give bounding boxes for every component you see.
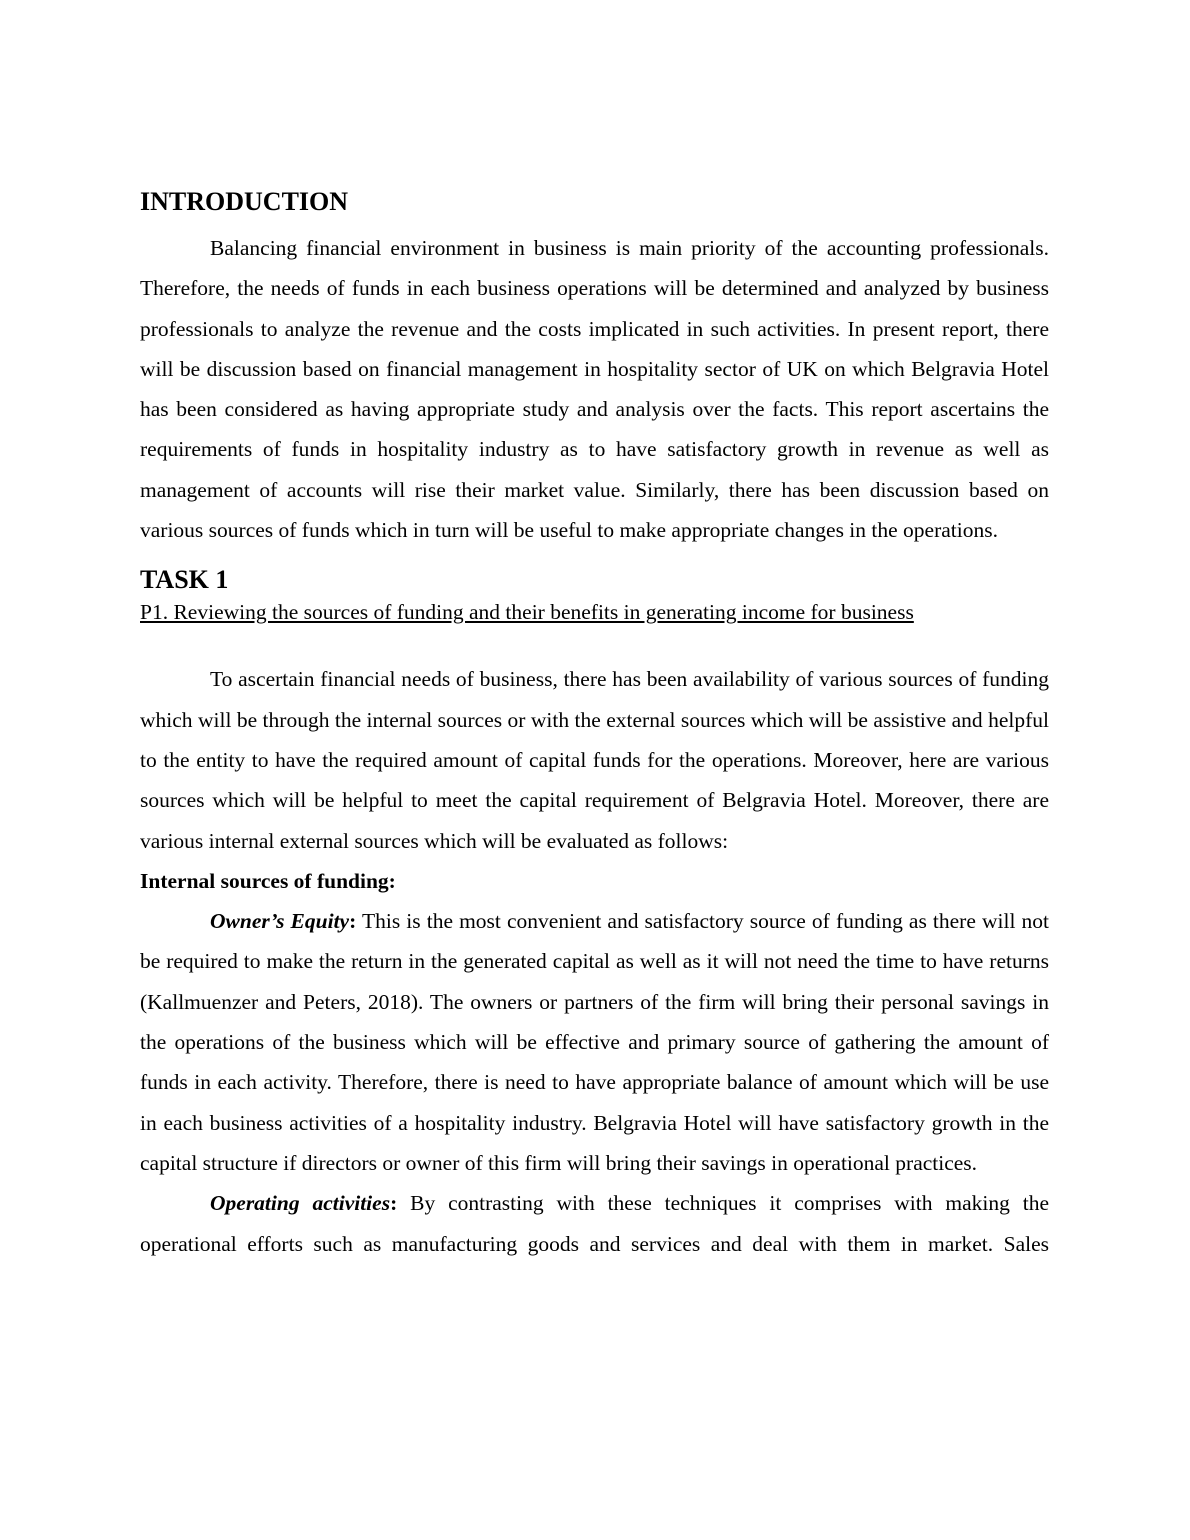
introduction-paragraph: Balancing financial environment in business is main priority of the accounting professionals. Therefore, the needs of funds in each business operations will be determined and analyzed by business professionals to analyze the revenue and the costs implicated in such activities. In present report, there will be discussion based on financial management in hospitality sector of UK on which Belgravia Hotel has been considered as having appropriate study and analysis over the facts. This report ascertains the requirements of funds in hospitality industry as to have satisfactory growth in revenue as well as management of accounts will rise their market value. Similarly, there has been discussion based on various sources of funds which in turn will be useful to make appropriate changes in the operations. [140, 236, 1049, 543]
task1-heading: TASK 1 [140, 565, 229, 595]
operating-activities-term: Operating activities [210, 1191, 391, 1216]
document-page [140, 182, 1049, 1264]
task1-paragraph: To ascertain financial needs of business, there has been availability of various sources of funding which will be through the internal sources or with the external sources which will be assistive and helpful to the entity to have the required amount of capital funds for the operations. Moreover, here are various sources which will be helpful to meet the capital requirement of Belgravia Hotel. Moreover, there are various internal external sources which will be evaluated as follows: [140, 667, 1049, 853]
operating-activities-paragraph [140, 1183, 1049, 1264]
owners-equity-colon: : [349, 909, 357, 934]
internal-sources-label: Internal sources of funding: [140, 868, 396, 893]
task1-subheading: P1. Reviewing the sources of funding and their benefits in generating income for business [140, 600, 914, 625]
operating-activities-text: By contrasting with these techniques it comprises with making the operational efforts such as manufacturing goods and services and deal with them in market. Sales [140, 1191, 1049, 1256]
owners-equity-text: This is the most convenient and satisfactory source of funding as there will not be required to make the return in the generated capital as well as it will not need the time to have returns (Kallmuenzer and Peters, 2018). The owners or partners of the firm will bring their personal savings in the operations of the business which will be effective and primary source of gathering the amount of funds in each activity. Therefore, there is need to have appropriate balance of amount which will be use in each business activities of a hospitality industry. Belgravia Hotel will have satisfactory growth in the capital structure if directors or owner of this firm will bring their savings in operational practices. [140, 909, 1049, 1175]
introduction-heading: INTRODUCTION [140, 187, 349, 216]
operating-activities-colon: : [390, 1191, 398, 1216]
owners-equity-paragraph [140, 901, 1049, 1183]
owners-equity-term: Owner’s Equity [210, 909, 350, 934]
